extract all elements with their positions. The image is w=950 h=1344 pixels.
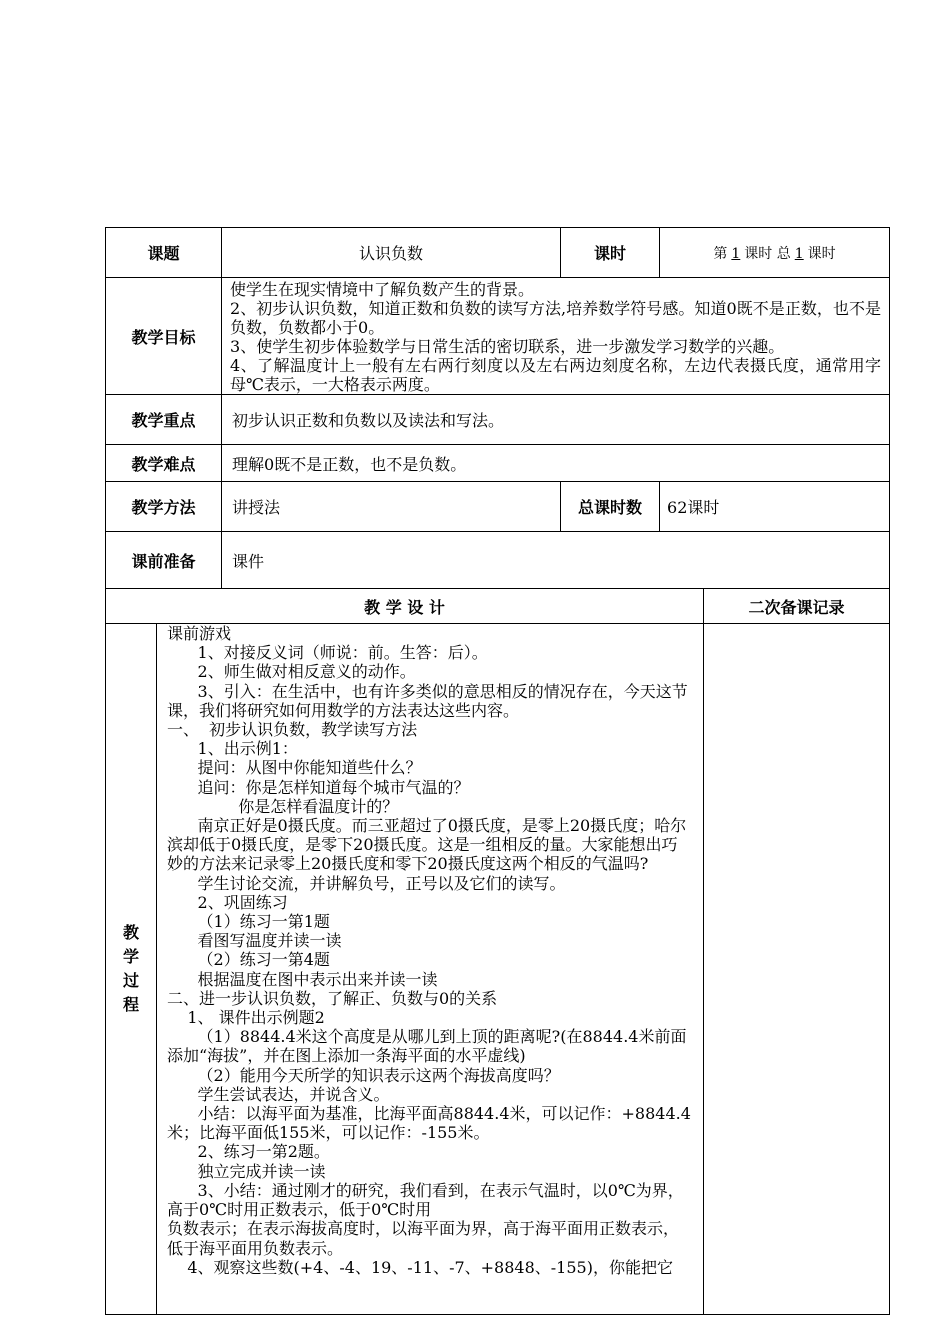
preparation-value: 课件 (222, 532, 890, 589)
process-line: 3、引入：在生活中，也有许多类似的意思相反的情况存在，今天这节课，我们将研究如何用数学的方法表达这些内容。 (167, 681, 688, 720)
process-line: 学生尝试表达，并说含义。 (167, 1084, 390, 1104)
process-line: 南京正好是0摄氏度。而三亚超过了0摄氏度，是零上20摄氏度；哈尔滨却低于0摄氏度，是零下20摄氏度。这是一组相反的量。大家能想出巧妙的方法来记录零上20摄氏度和零下20摄氏度这两个相反的气温吗? (167, 816, 687, 874)
design-header: 教 学 设 计 (106, 589, 704, 624)
process-line: 提问：从图中你能知道些什么？ (167, 758, 422, 778)
goal-line: 4、了解温度计上一般有左右两行刻度以及左右两边刻度名称，左边代表摄氏度，通常用字母℃表示，一大格表示两度。 (230, 356, 882, 394)
lesson-plan-table (105, 227, 890, 1315)
period-value (660, 228, 890, 278)
process-line: （2）练习一第4题 (167, 950, 330, 970)
process-line: 课前游戏 (167, 624, 232, 643)
difficulty-value: 理解0既不是正数，也不是负数。 (222, 445, 890, 482)
process-line: 1、出示例1： (167, 739, 298, 759)
difficulty-label: 教学难点 (106, 445, 222, 482)
goals-text (222, 278, 890, 395)
period-total: 1 (794, 245, 804, 262)
process-line: 一、 初步认识负数，教学读写方法 (167, 720, 418, 740)
process-label-char: 过 (122, 971, 139, 990)
method-label: 教学方法 (106, 482, 222, 532)
process-line: 3、小结：通过刚才的研究，我们看到，在表示气温时，以0℃为界，高于0℃时用正数表示，低于0℃时用 (167, 1180, 684, 1220)
goals-label: 教学目标 (106, 278, 222, 395)
process-label-text (106, 921, 156, 1017)
second-prep-header: 二次备课记录 (704, 589, 890, 624)
process-line: 1、 课件出示例题2 (167, 1008, 325, 1028)
process-line: 2、练习一第2题。 (167, 1142, 330, 1162)
process-line: 4、观察这些数(+4、-4、19、-11、-7、+8848、-155)，你能把它 (167, 1257, 673, 1277)
process-label-char: 学 (122, 947, 139, 966)
period-mid: 课时 总 (744, 245, 791, 262)
topic-row (106, 228, 890, 278)
process-label-char: 教 (122, 923, 139, 942)
key-points-row (106, 395, 890, 445)
process-line: 2、师生做对相反意义的动作。 (167, 662, 416, 682)
topic-value: 认识负数 (222, 228, 561, 278)
process-line: （1）练习一第1题 (167, 912, 330, 932)
period-prefix: 第 (713, 245, 728, 262)
topic-label: 课题 (106, 228, 222, 278)
process-row (106, 624, 890, 1315)
process-line: 二、进一步认识负数，了解正、负数与0的关系 (167, 988, 498, 1008)
goal-line: 3、使学生初步体验数学与日常生活的密切联系，进一步激发学习数学的兴趣。 (230, 337, 785, 356)
method-row (106, 482, 890, 532)
process-body (157, 624, 704, 1315)
process-line: 根据温度在图中表示出来并读一读 (167, 969, 438, 989)
process-label-char: 程 (122, 995, 139, 1014)
total-hours-value: 62课时 (660, 482, 890, 532)
process-line: 2、巩固练习 (167, 892, 288, 912)
preparation-row (106, 532, 890, 589)
goals-row (106, 278, 890, 395)
process-line: 负数表示；在表示海拔高度时，以海平面为界，高于海平面用正数表示，低于海平面用负数表示。 (167, 1219, 680, 1258)
period-suffix: 课时 (807, 245, 836, 262)
difficulty-row (106, 445, 890, 482)
goal-line: 使学生在现实情境中了解负数产生的背景。 (230, 280, 535, 299)
process-line: （2）能用今天所学的知识表示这两个海拔高度吗？ (167, 1065, 560, 1085)
key-points-value: 初步认识正数和负数以及读法和写法。 (222, 395, 890, 445)
process-line: 学生讨论交流，并讲解负号，正号以及它们的读写。 (167, 873, 566, 893)
method-value: 讲授法 (222, 482, 561, 532)
goal-line: 2、初步认识负数，知道正数和负数的读写方法,培养数学符号感。知道0既不是正数，也不是负数，负数都小于0。 (230, 299, 882, 337)
process-label (106, 624, 157, 1315)
process-line: （1）8844.4米这个高度是从哪儿到上顶的距离呢?(在8844.4米前面添加“海拔”，并在图上添加一条海平面的水平虚线) (167, 1027, 687, 1066)
process-line: 独立完成并读一读 (167, 1161, 326, 1181)
key-points-label: 教学重点 (106, 395, 222, 445)
period-current: 1 (731, 245, 741, 262)
process-line: 小结：以海平面为基准，比海平面高8844.4米，可以记作：+8844.4米；比海平面低155米，可以记作：-155米。 (167, 1104, 691, 1143)
process-line: 你是怎样看温度计的？ (167, 796, 399, 816)
preparation-label: 课前准备 (106, 532, 222, 589)
second-prep-notes (704, 624, 890, 1315)
process-line: 看图写温度并读一读 (167, 931, 342, 951)
design-header-row (106, 589, 890, 624)
period-label: 课时 (561, 228, 660, 278)
process-line: 追问：你是怎样知道每个城市气温的？ (167, 777, 470, 797)
total-hours-label: 总课时数 (561, 482, 660, 532)
process-line: 1、对接反义词（师说：前。生答：后）。 (167, 643, 488, 663)
process-lines (167, 624, 693, 1314)
